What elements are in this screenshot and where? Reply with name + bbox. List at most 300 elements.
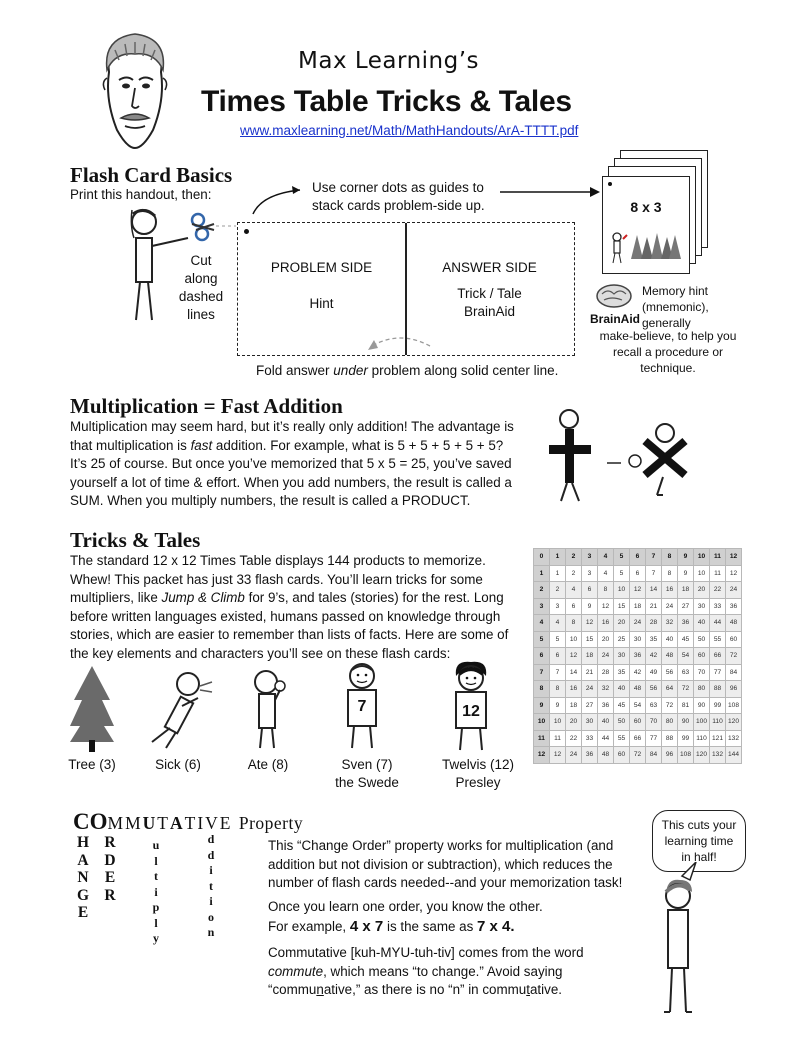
- paragraph-line: Whew! This packet has just 33 flash cards. You’ll learn tricks for some: [70, 571, 483, 587]
- table-cell: 96: [662, 747, 678, 764]
- table-cell: 48: [630, 681, 646, 698]
- text-emphasis: fast: [190, 437, 213, 453]
- table-row-header: 8: [534, 681, 550, 698]
- text-run: addition. For example, what is 5 + 5 + 5 + 5 + 5?: [212, 437, 504, 453]
- table-cell: 6: [582, 582, 598, 599]
- commutative-paragraph-2: Once you learn one order, you know the other.: [268, 899, 543, 914]
- example-expression: 4 x 7: [349, 918, 384, 935]
- table-cell: 24: [726, 582, 742, 599]
- table-cell: 25: [614, 631, 630, 648]
- heading-letter-o: O: [89, 809, 108, 834]
- paragraph-line: The standard 12 x 12 Times Table displays 144 products to memorize.: [70, 553, 486, 568]
- cut-label-line: dashed: [178, 289, 224, 304]
- table-cell: 40: [694, 615, 710, 632]
- table-cell: 15: [614, 598, 630, 615]
- acrostic-letter: E: [77, 904, 89, 921]
- page-title: Times Table Tricks & Tales: [201, 85, 572, 118]
- table-cell: 60: [694, 648, 710, 665]
- commutative-example: [268, 918, 515, 937]
- table-row-header: 3: [534, 598, 550, 615]
- acrostic-letter: d: [207, 832, 215, 846]
- table-row-header: 11: [534, 730, 550, 747]
- table-cell: 30: [694, 598, 710, 615]
- table-header-cell: 10: [694, 549, 710, 566]
- table-cell: 12: [630, 582, 646, 599]
- table-cell: 12: [566, 648, 582, 665]
- card-corner-dot: [608, 182, 612, 186]
- table-cell: 72: [726, 648, 742, 665]
- table-row-header: 7: [534, 664, 550, 681]
- text-run: “commu: [268, 982, 317, 998]
- example-expression: 7 x 4.: [477, 918, 515, 935]
- table-cell: 36: [726, 598, 742, 615]
- sven-shirt-number: 7: [357, 698, 367, 715]
- table-cell: 110: [710, 714, 726, 731]
- table-cell: 7: [550, 664, 566, 681]
- table-cell: 32: [598, 681, 614, 698]
- table-cell: 60: [614, 747, 630, 764]
- table-cell: 10: [550, 714, 566, 731]
- acrostic-letter: A: [77, 851, 89, 869]
- table-cell: 8: [566, 615, 582, 632]
- table-cell: 88: [710, 681, 726, 698]
- table-cell: 35: [614, 664, 630, 681]
- acrostic-letter: N: [77, 869, 89, 886]
- paragraph-line: [70, 589, 520, 608]
- table-row-header: 10: [534, 714, 550, 731]
- ate-figure-icon: [248, 668, 298, 752]
- table-cell: 20: [566, 714, 582, 731]
- commutative-paragraph-1: [268, 837, 633, 893]
- fold-text: Fold answer: [256, 363, 334, 378]
- bubble-line: This cuts your: [661, 818, 737, 832]
- text-run: that multiplication is: [70, 437, 191, 453]
- table-cell: 108: [678, 747, 694, 764]
- table-cell: 66: [630, 730, 646, 747]
- table-cell: 14: [566, 664, 582, 681]
- acrostic-letter: R: [104, 886, 116, 904]
- commutative-heading: [73, 809, 303, 835]
- acrostic-letter: p: [152, 900, 160, 914]
- table-cell: 88: [662, 730, 678, 747]
- table-cell: 50: [614, 714, 630, 731]
- acrostic-letter: H: [76, 834, 90, 851]
- fold-text-emphasis: under: [333, 363, 368, 378]
- character-label-sick: Sick (6): [155, 757, 201, 772]
- table-cell: 40: [614, 681, 630, 698]
- acrostic-letter: D: [104, 851, 116, 869]
- table-row-header: 1: [534, 565, 550, 582]
- table-cell: 1: [550, 565, 566, 582]
- table-row: [534, 631, 742, 648]
- cut-along-label: [170, 252, 232, 324]
- underlined-letter: t: [526, 982, 530, 998]
- table-cell: 28: [646, 615, 662, 632]
- corner-note-line-1: Use corner dots as guides to: [312, 180, 484, 195]
- paragraph-line: SUM. When you multiply numbers, the result is called a PRODUCT.: [70, 493, 471, 509]
- table-row-header: 2: [534, 582, 550, 599]
- table-row: [534, 664, 742, 681]
- flash-card-diagram: [237, 222, 575, 356]
- table-row: [534, 582, 742, 599]
- fold-text: problem along solid center line.: [367, 363, 559, 378]
- table-cell: 40: [662, 631, 678, 648]
- memory-hint-line: make-believe, to help you: [599, 329, 737, 343]
- table-row: [534, 730, 742, 747]
- table-cell: 8: [662, 565, 678, 582]
- memory-hint-note-2: [590, 328, 746, 376]
- multiplication-paragraph: [70, 418, 530, 511]
- paragraph-line: [268, 981, 608, 1000]
- table-cell: 40: [598, 714, 614, 731]
- table-cell: 7: [646, 565, 662, 582]
- sick-figure-icon: [146, 668, 216, 752]
- paragraph-line: Commutative [kuh-MYU-tuh-tiv] comes from the word: [268, 945, 584, 960]
- table-cell: 21: [582, 664, 598, 681]
- table-header-cell: 9: [678, 549, 694, 566]
- table-row: [534, 697, 742, 714]
- addition-acrostic: [205, 832, 217, 941]
- table-row: [534, 648, 742, 665]
- character-subtitle: the Swede: [335, 775, 399, 790]
- times-table-grid: [533, 548, 742, 764]
- paragraph-line: number of flash cards needed--and your memorization task!: [268, 875, 623, 891]
- table-cell: 9: [550, 697, 566, 714]
- table-cell: 20: [614, 615, 630, 632]
- table-cell: 9: [678, 565, 694, 582]
- table-row-header: 12: [534, 747, 550, 764]
- table-row-header: 6: [534, 648, 550, 665]
- table-cell: 4: [598, 565, 614, 582]
- text-run: ative.: [529, 982, 562, 998]
- memory-hint-note: [642, 283, 709, 331]
- table-cell: 50: [694, 631, 710, 648]
- table-cell: 27: [582, 697, 598, 714]
- table-cell: 30: [630, 631, 646, 648]
- cut-label-line: Cut: [190, 253, 212, 268]
- table-cell: 36: [678, 615, 694, 632]
- paragraph-line: Multiplication may seem hard, but it’s really only addition! The advantage is: [70, 419, 514, 434]
- twelvis-shirt-number: 12: [462, 703, 480, 720]
- heading-letter-a: A: [169, 813, 185, 833]
- table-cell: 6: [550, 648, 566, 665]
- acrostic-letter: y: [153, 931, 159, 945]
- table-cell: 35: [646, 631, 662, 648]
- table-row: [534, 681, 742, 698]
- table-cell: 144: [726, 747, 742, 764]
- table-cell: 20: [598, 631, 614, 648]
- table-cell: 42: [630, 664, 646, 681]
- table-cell: 36: [598, 697, 614, 714]
- paragraph-line: addition but not division or subtraction), which reduces the: [268, 856, 613, 872]
- table-cell: 10: [694, 565, 710, 582]
- acrostic-letter: o: [208, 909, 214, 924]
- heading-letter-u: U: [142, 813, 158, 833]
- table-cell: 44: [598, 730, 614, 747]
- table-cell: 18: [630, 598, 646, 615]
- text-emphasis: commute: [268, 963, 324, 979]
- table-row-header: 4: [534, 615, 550, 632]
- table-cell: 70: [694, 664, 710, 681]
- heading-letter-c: C: [73, 809, 90, 834]
- corner-dot: [244, 229, 249, 234]
- table-cell: 12: [598, 598, 614, 615]
- acrostic-letter: u: [152, 838, 160, 852]
- table-cell: 24: [662, 598, 678, 615]
- table-cell: 9: [582, 598, 598, 615]
- text-emphasis: Jump & Climb: [161, 590, 245, 606]
- table-cell: 24: [630, 615, 646, 632]
- table-cell: 3: [582, 565, 598, 582]
- table-cell: 3: [550, 598, 566, 615]
- table-cell: 48: [598, 747, 614, 764]
- trick-tale-label: Trick / Tale: [457, 286, 522, 301]
- character-label-tree: Tree (3): [68, 757, 116, 772]
- acrostic-letter: E: [104, 869, 116, 886]
- table-header-cell: 1: [550, 549, 566, 566]
- table-header-cell: 7: [646, 549, 662, 566]
- memory-hint-line: Memory hint: [642, 284, 709, 298]
- table-cell: 48: [726, 615, 742, 632]
- tricks-heading: Tricks & Tales: [70, 528, 201, 552]
- answer-side-label: ANSWER SIDE: [442, 260, 537, 275]
- paragraph-line: before written languages existed, humans passed on knowledge through: [70, 608, 501, 624]
- brain-icon: [594, 282, 634, 310]
- cut-label-line: lines: [187, 307, 215, 322]
- bubble-line: learning time: [664, 834, 734, 848]
- table-cell: 56: [662, 664, 678, 681]
- table-cell: 45: [678, 631, 694, 648]
- acrostic-letter: t: [209, 878, 213, 893]
- table-cell: 6: [566, 598, 582, 615]
- table-header-cell: 11: [710, 549, 726, 566]
- text-run: ative,” as there is no “n” in commu: [323, 982, 527, 998]
- table-cell: 110: [694, 730, 710, 747]
- table-cell: 44: [710, 615, 726, 632]
- table-cell: 80: [662, 714, 678, 731]
- acrostic-letter: d: [207, 847, 215, 862]
- brand-title: Max Learning’s: [298, 48, 480, 74]
- table-cell: 77: [646, 730, 662, 747]
- table-cell: 96: [726, 681, 742, 698]
- table-cell: 24: [582, 681, 598, 698]
- multiply-acrostic: [150, 838, 162, 947]
- table-cell: 63: [646, 697, 662, 714]
- table-cell: 18: [566, 697, 582, 714]
- table-cell: 36: [630, 648, 646, 665]
- table-header-cell: 5: [614, 549, 630, 566]
- paragraph-line: It’s 25 of course. But once you’ve memorized that 5 x 5 = 25, you’ve saved: [70, 456, 512, 472]
- table-cell: 22: [710, 582, 726, 599]
- heading-letters: TIVE: [184, 813, 233, 833]
- table-cell: 64: [662, 681, 678, 698]
- table-cell: 90: [678, 714, 694, 731]
- hint-label: Hint: [309, 296, 334, 311]
- table-cell: 5: [614, 565, 630, 582]
- underlined-letter: n: [316, 982, 324, 998]
- table-row: [534, 615, 742, 632]
- text-run: , which means “to change.” Avoid saying: [323, 963, 563, 979]
- table-cell: 45: [614, 697, 630, 714]
- table-cell: 28: [598, 664, 614, 681]
- table-cell: 20: [694, 582, 710, 599]
- table-cell: 132: [726, 730, 742, 747]
- paragraph-line: stories, which are easier to remember than lists of facts. Here are some of: [70, 627, 509, 643]
- table-cell: 63: [678, 664, 694, 681]
- table-cell: 36: [582, 747, 598, 764]
- table-cell: 66: [710, 648, 726, 665]
- table-cell: 4: [566, 582, 582, 599]
- paragraph-line: yourself a lot of time & effort. When you add numbers, the result is called a: [70, 474, 512, 490]
- table-header-cell: 12: [726, 549, 742, 566]
- acrostic-letter: i: [154, 884, 158, 899]
- paragraph-line: the key elements and characters you’ll see on these flash cards:: [70, 645, 451, 661]
- table-cell: 49: [646, 664, 662, 681]
- table-cell: 18: [582, 648, 598, 665]
- character-label-sven: [322, 756, 412, 792]
- table-cell: 2: [550, 582, 566, 599]
- table-cell: 12: [726, 565, 742, 582]
- table-cell: 16: [598, 615, 614, 632]
- table-cell: 120: [694, 747, 710, 764]
- problem-side-label: PROBLEM SIDE: [270, 260, 373, 275]
- acrostic-letter: l: [154, 853, 158, 868]
- corner-note-line-2: stack cards problem-side up.: [312, 198, 485, 213]
- acrostic-letter: n: [207, 925, 215, 939]
- commutative-paragraph-4: [268, 944, 608, 1000]
- paragraph-line: [268, 963, 608, 982]
- table-cell: 24: [566, 747, 582, 764]
- table-cell: 14: [646, 582, 662, 599]
- figure-with-trees-icon: [609, 225, 685, 265]
- table-cell: 99: [710, 697, 726, 714]
- heading-property: Property: [238, 813, 304, 833]
- table-cell: 54: [630, 697, 646, 714]
- table-cell: 33: [710, 598, 726, 615]
- heading-letters: MM: [107, 813, 143, 833]
- memory-hint-line: (mnemonic),: [642, 300, 709, 314]
- table-header-cell: 6: [630, 549, 646, 566]
- paragraph-line: [70, 437, 530, 456]
- bubble-line: in half!: [681, 850, 717, 864]
- table-cell: 16: [662, 582, 678, 599]
- table-cell: 60: [630, 714, 646, 731]
- acrostic-letter: l: [154, 915, 158, 930]
- table-cell: 72: [678, 681, 694, 698]
- character-name: Twelvis (12): [441, 757, 514, 772]
- table-header-cell: 0: [534, 549, 550, 566]
- table-row: [534, 747, 742, 764]
- table-cell: 77: [710, 664, 726, 681]
- character-subtitle: Presley: [455, 775, 501, 790]
- table-cell: 55: [710, 631, 726, 648]
- table-cell: 84: [646, 747, 662, 764]
- table-cell: 18: [678, 582, 694, 599]
- change-acrostic: [75, 834, 91, 922]
- table-cell: 99: [678, 730, 694, 747]
- character-label-twelvis: [430, 756, 526, 792]
- table-cell: 100: [694, 714, 710, 731]
- fold-instruction: [256, 362, 558, 380]
- memory-hint-line: generally: [642, 316, 691, 330]
- table-cell: 55: [614, 730, 630, 747]
- table-cell: 24: [598, 648, 614, 665]
- table-cell: 80: [694, 681, 710, 698]
- table-cell: 30: [614, 648, 630, 665]
- table-cell: 48: [662, 648, 678, 665]
- table-cell: 54: [678, 648, 694, 665]
- acrostic-letter: i: [209, 863, 213, 877]
- table-row: [534, 565, 742, 582]
- table-cell: 10: [614, 582, 630, 599]
- brainaid-icon-label: BrainAid: [590, 312, 641, 326]
- character-label-ate: Ate (8): [247, 757, 289, 772]
- tricks-paragraph: [70, 552, 520, 664]
- table-cell: 132: [710, 747, 726, 764]
- text-run: multipliers, like: [70, 590, 162, 606]
- table-cell: 11: [550, 730, 566, 747]
- table-header-cell: 3: [582, 549, 598, 566]
- table-cell: 21: [646, 598, 662, 615]
- memory-hint-line: recall a procedure or technique.: [612, 345, 724, 375]
- source-url-link[interactable]: www.maxlearning.net/Math/MathHandouts/ArA-TTTT.pdf: [240, 123, 579, 138]
- order-acrostic: [101, 834, 119, 904]
- table-cell: 81: [678, 697, 694, 714]
- table-row-header: 9: [534, 697, 550, 714]
- table-cell: 12: [582, 615, 598, 632]
- table-cell: 56: [646, 681, 662, 698]
- table-cell: 8: [598, 582, 614, 599]
- table-cell: 32: [662, 615, 678, 632]
- table-cell: 11: [710, 565, 726, 582]
- acrostic-letter: G: [76, 886, 90, 904]
- acrostic-letter: R: [104, 834, 116, 851]
- table-cell: 30: [582, 714, 598, 731]
- paragraph-line: This “Change Order” property works for multiplication (and: [268, 838, 614, 853]
- table-cell: 72: [630, 747, 646, 764]
- table-cell: 90: [694, 697, 710, 714]
- brainaid-label: BrainAid: [463, 304, 516, 319]
- character-name: Sven (7): [341, 757, 393, 772]
- flash-card-heading: Flash Card Basics: [70, 163, 233, 187]
- table-cell: 121: [710, 730, 726, 747]
- cut-label-line: along: [184, 271, 218, 286]
- plus-and-times-figures-icon: [545, 405, 715, 505]
- thinking-figure-icon: [652, 862, 732, 1032]
- text-run: For example,: [268, 919, 350, 934]
- table-header-cell: 4: [598, 549, 614, 566]
- table-cell: 2: [566, 565, 582, 582]
- table-cell: 33: [582, 730, 598, 747]
- table-cell: 16: [566, 681, 582, 698]
- table-cell: 5: [550, 631, 566, 648]
- multiplication-heading: Multiplication = Fast Addition: [70, 394, 343, 418]
- table-row-header: 5: [534, 631, 550, 648]
- acrostic-letter: i: [209, 894, 213, 908]
- table-header-cell: 8: [662, 549, 678, 566]
- table-cell: 120: [726, 714, 742, 731]
- heading-letter-t: T: [157, 813, 170, 833]
- card-problem: 8 x 3: [630, 199, 662, 215]
- table-cell: 70: [646, 714, 662, 731]
- table-cell: 42: [646, 648, 662, 665]
- table-cell: 108: [726, 697, 742, 714]
- times-table: [533, 548, 742, 764]
- acrostic-letter: t: [154, 869, 158, 883]
- table-header-cell: 2: [566, 549, 582, 566]
- top-flash-card: [602, 176, 690, 274]
- table-row: [534, 714, 742, 731]
